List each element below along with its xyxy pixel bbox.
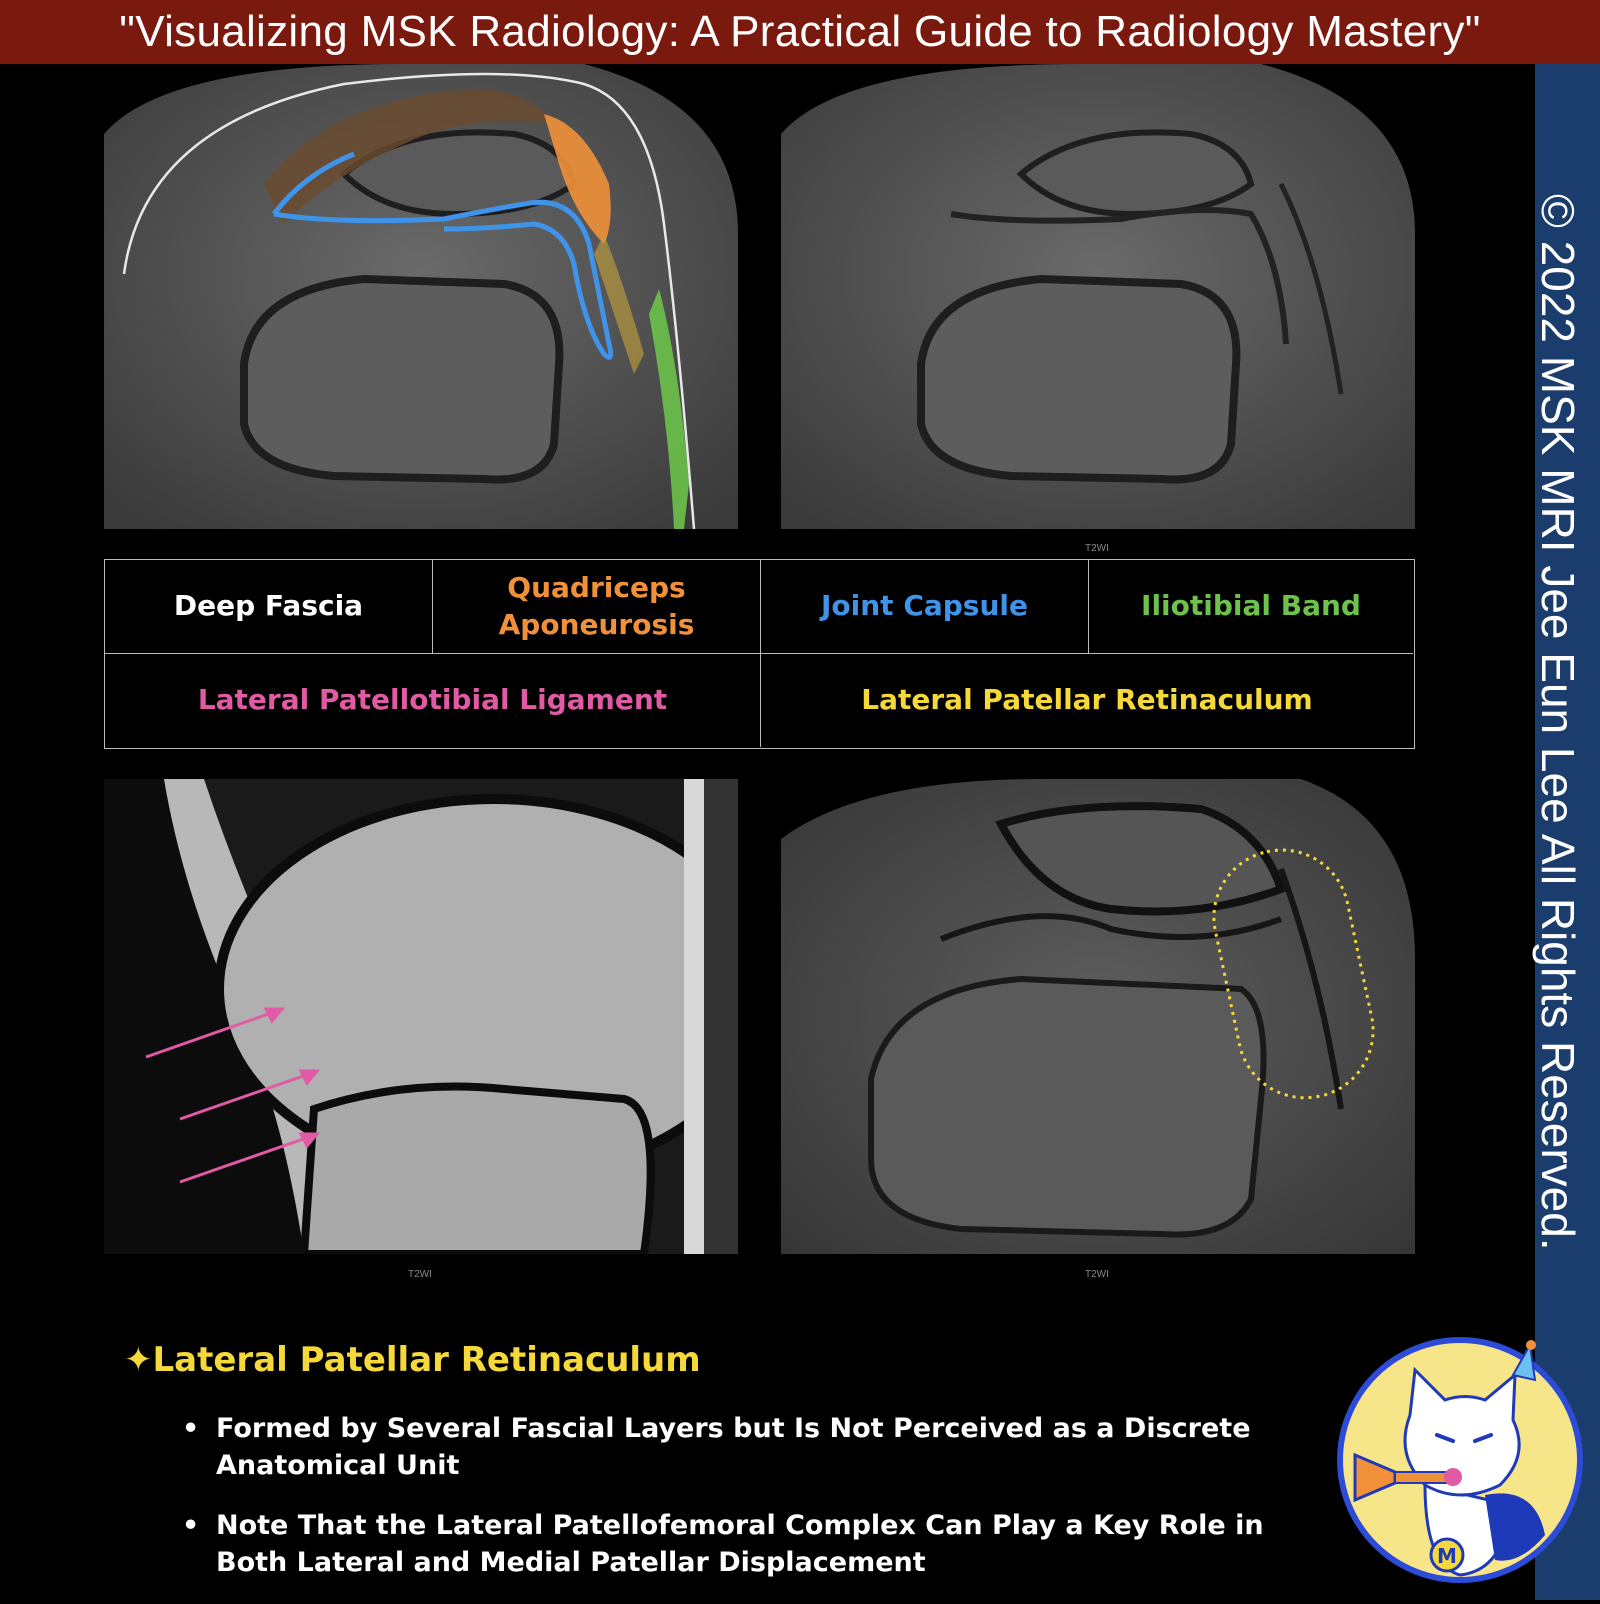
copyright-text: © 2022 MSK MRI Jee Eun Lee All Rights Reserved. (1532, 194, 1584, 1251)
mri-axial-plain (781, 64, 1415, 529)
section-heading-text: Lateral Patellar Retinaculum (152, 1340, 701, 1380)
mri-sagittal (104, 779, 738, 1254)
star-icon: ✦ (124, 1340, 153, 1380)
structure-legend (104, 559, 1415, 749)
mascot-logo (1335, 1335, 1585, 1585)
list-item: • Note That the Lateral Patellofemoral Complex Can Play a Key Role in Both Lateral and Medial Patellar Displacement (180, 1507, 1330, 1581)
section-heading (124, 1340, 701, 1380)
image-caption: T2WI (1085, 1269, 1109, 1280)
legend-joint-capsule: Joint Capsule (821, 589, 1028, 623)
page-title: "Visualizing MSK Radiology: A Practical Guide to Radiology Mastery" (119, 7, 1481, 56)
legend-cell-retinaculum (761, 654, 1413, 747)
legend-cell-deep-fascia (105, 560, 433, 654)
legend-cell-joint-capsule (761, 560, 1089, 654)
legend-cell-quadriceps (433, 560, 761, 654)
legend-cell-iliotibial (1089, 560, 1413, 654)
image-caption: T2WI (408, 1269, 432, 1280)
title-bar (0, 0, 1600, 64)
legend-deep-fascia: Deep Fascia (173, 589, 364, 623)
legend-patellotibial: Lateral Patellotibial Ligament (197, 683, 668, 717)
legend-quadriceps-line2: Aponeurosis (498, 607, 695, 641)
legend-cell-patellotibial (105, 654, 761, 747)
image-caption: T2WI (1085, 543, 1109, 554)
mascot-badge-letter: M (1437, 1544, 1457, 1568)
legend-retinaculum: Lateral Patellar Retinaculum (861, 683, 1313, 717)
bullet-list (180, 1410, 1330, 1604)
legend-quadriceps-line1: Quadriceps (507, 571, 686, 605)
legend-iliotibial: Iliotibial Band (1141, 589, 1361, 623)
mri-axial-retinaculum (781, 779, 1415, 1254)
mri-axial-annotated (104, 64, 738, 529)
list-item: • Formed by Several Fascial Layers but Is Not Perceived as a Discrete Anatomical Unit (180, 1410, 1330, 1484)
